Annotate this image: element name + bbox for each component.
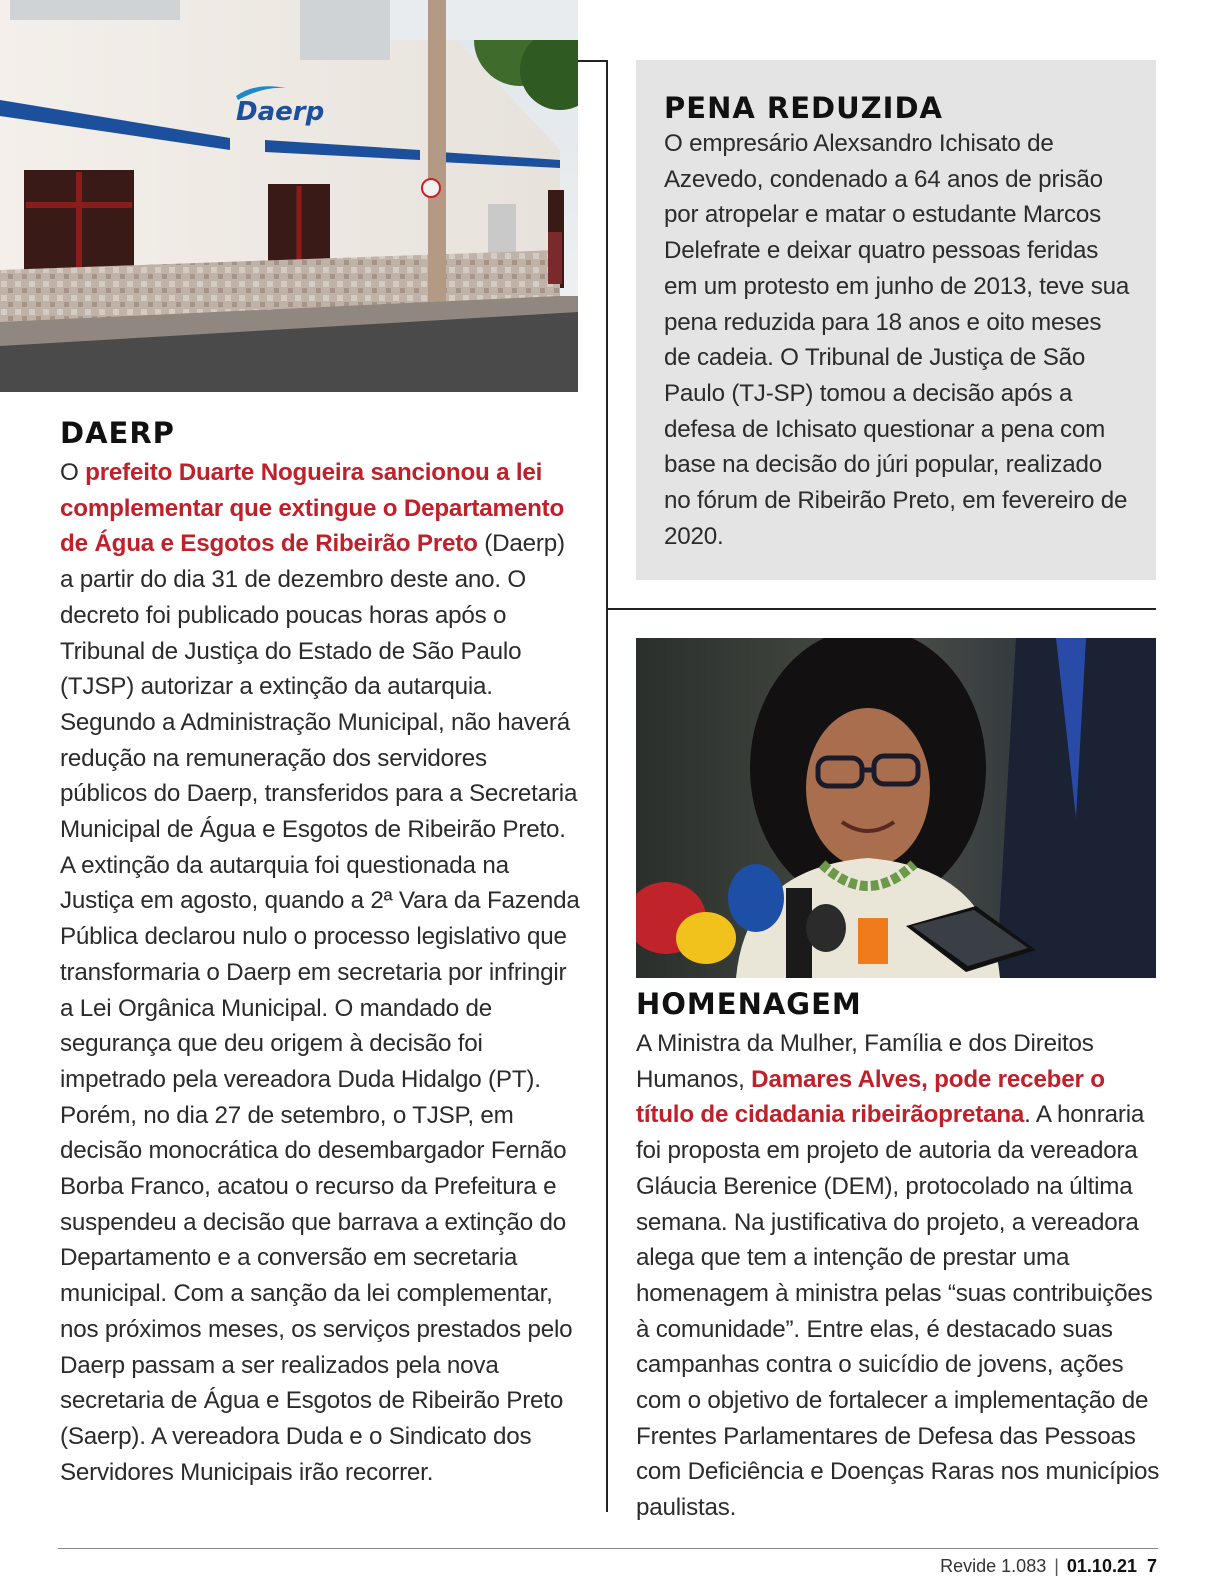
homenagem-heading: HOMENAGEM [636,987,862,1021]
pena-reduzida-heading: PENA REDUZIDA [664,91,943,125]
footer-publication: Revide 1.083 [940,1556,1047,1576]
daerp-heading: DAERP [60,416,175,450]
daerp-building-photo [0,0,578,392]
daerp-logo: Daerp [236,97,325,127]
pena-reduzida-text: O empresário Alexsandro Ichisato de Azevedo, condenado a 64 anos de prisão por atropelar e matar o estudante Marcos Delefrate e deixar quatro pessoas feridas em um protesto em junho de 2013, teve sua pena reduzida para 18 anos e oito meses de cadeia. O Tribunal de Justiça de São Paulo (TJ-SP) tomou a decisão após a defesa de Ichisato questionar a pena com base na decisão do júri popular, realizado no fórum de Ribeirão Preto, em fevereiro de 2020. [664,130,1130,550]
minister-photo [636,638,1156,978]
page-number: 7 [1146,1556,1157,1576]
daerp-article [60,415,580,1490]
daerp-text [60,455,580,1490]
page-footer [940,1556,1157,1577]
pena-reduzida-box [636,60,1156,580]
homenagem-highlight: Damares Alves, pode receber o título de cidadania ribeirãopretana [636,1065,1105,1129]
column-rule-top [578,60,608,62]
daerp-text-lead: O [60,459,86,486]
homenagem-text-lead: A Ministra da Mulher, Família e dos Direitos Humanos, [636,1030,1094,1093]
homenagem-text [636,1026,1160,1526]
footer-rule [58,1548,1158,1549]
footer-separator: | [1054,1556,1059,1576]
footer-date: 01.10.21 [1066,1556,1137,1576]
column-divider [606,60,608,1512]
daerp-highlight: prefeito Duarte Nogueira sancionou a lei complementar que extingue o Departamento de Água e Esgotos de Ribeirão Preto [60,459,565,558]
homenagem-article [636,986,1160,1526]
daerp-text-rest: (Daerp) a partir do dia 31 de dezembro deste ano. O decreto foi publicado poucas horas após o Tribunal de Justiça do Estado de São Paulo (TJSP) autorizar a extinção da autarquia. Segundo a Administração Municipal, não haverá redução na remuneração dos servidores públicos do Daerp, transferidos para a Secretaria Municipal de Água e Esgotos de Ribeirão Preto. A extinção da autarquia foi questionada na Justiça em agosto, quando a 2ª Vara da Fazenda Pública declarou nulo o processo legislativo que transformaria o Daerp em secretaria por infringir a Lei Orgânica Municipal. O mandado de segurança que deu origem à decisão foi impetrado pela vereadora Duda Hidalgo (PT). Porém, no dia 27 de setembro, o TJSP, em decisão monocrática do desembargador Fernão Borba Franco, acatou o recurso da Prefeitura e suspendeu a decisão que barrava a extinção do Departamento e a conversão em secretaria municipal. Com a sanção da lei complementar, nos próximos meses, os serviços prestados pelo Daerp passam a ser realizados pela nova secretaria de Água e Esgotos de Ribeirão Preto (Saerp). A vereadora Duda e o Sindicato dos Servidores Municipais irão recorrer. [60,530,580,1486]
homenagem-text-rest: . A honraria foi proposta em projeto de autoria da vereadora Gláucia Berenice (DEM), protocolado na última semana. Na justificativa do projeto, a vereadora alega que tem a intenção de prestar uma homenagem à ministra pelas “suas contribuições à comunidade”. Entre elas, é destacado suas campanhas contra o suicídio de jovens, ações com o objetivo de fortalecer a implementação de Frentes Parlamentares de Defesa das Pessoas com Deficiência e Doenças Raras nos municípios paulistas. [636,1101,1160,1522]
section-divider [606,608,1156,610]
